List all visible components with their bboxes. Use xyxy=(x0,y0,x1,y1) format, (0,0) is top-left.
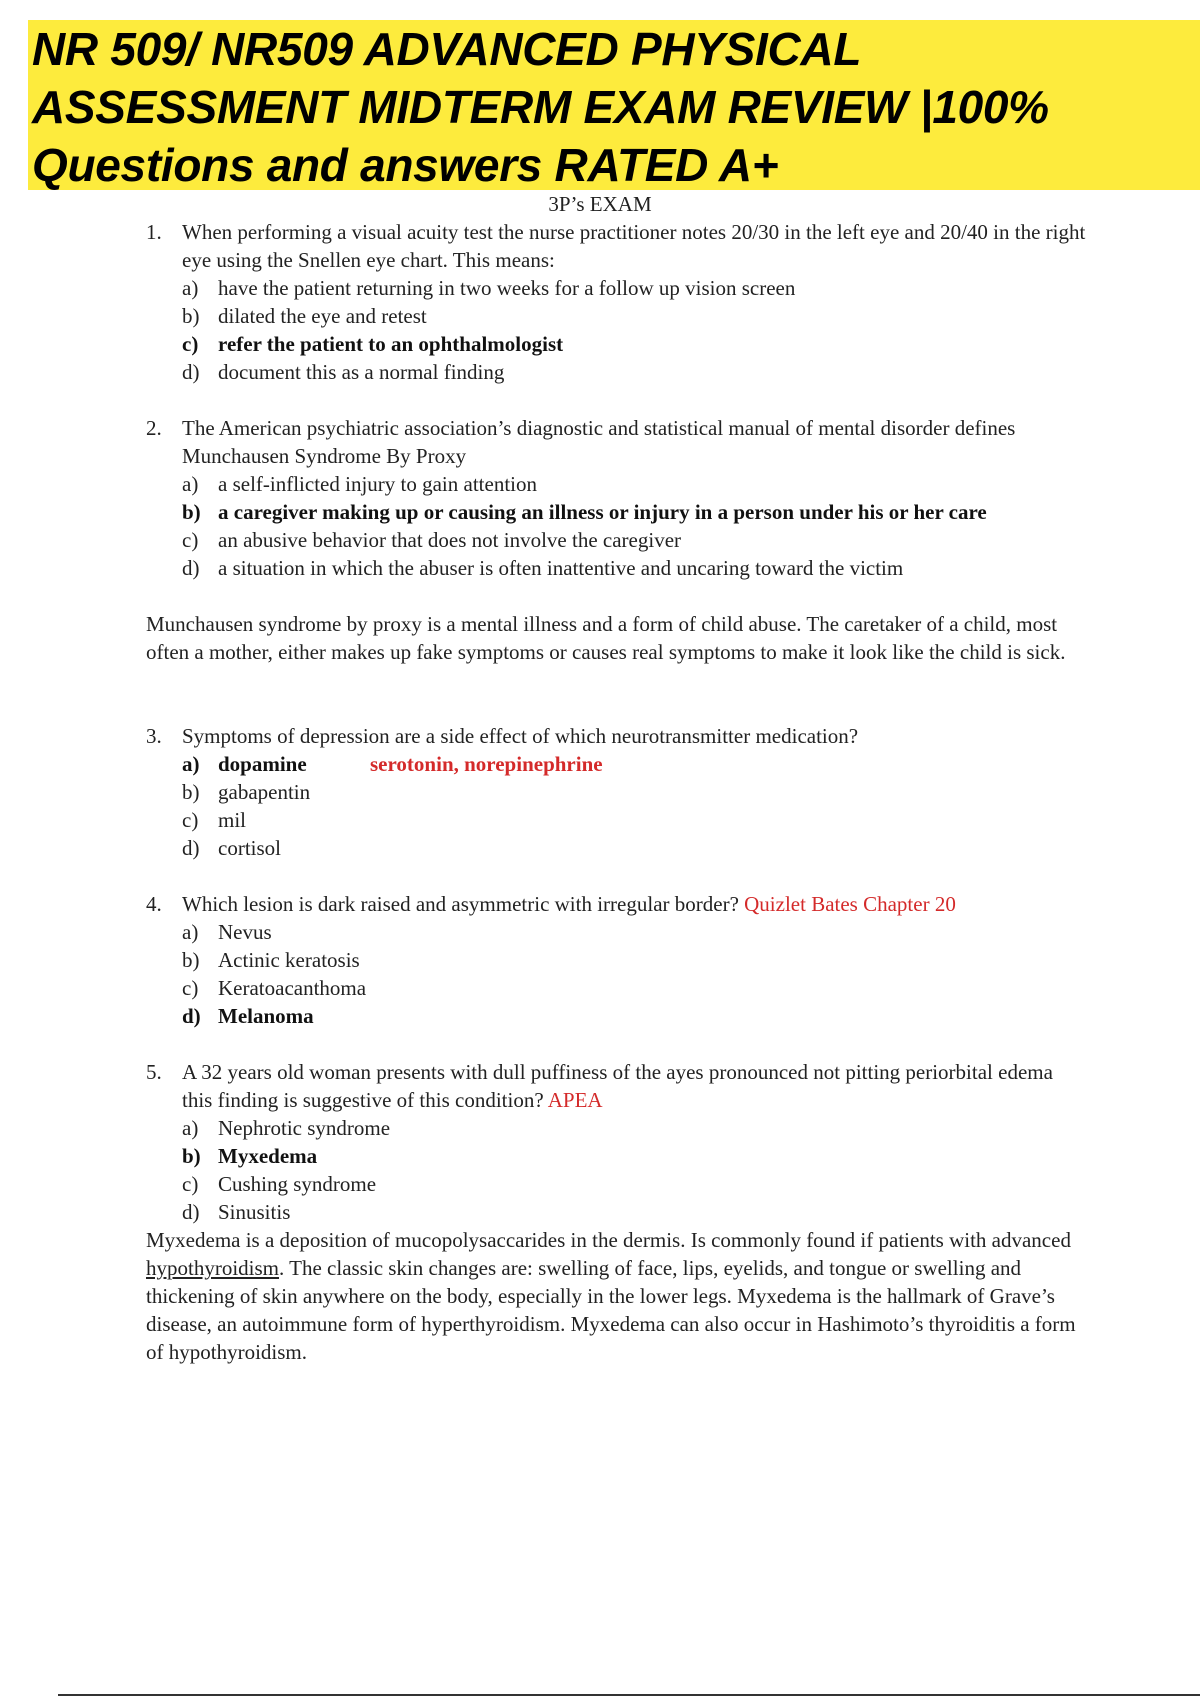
question-text: Which lesion is dark raised and asymmetric with irregular border? xyxy=(182,892,739,916)
option-text: Nephrotic syndrome xyxy=(218,1116,391,1140)
question-number: 1. xyxy=(146,220,162,244)
question-list xyxy=(146,218,1086,1366)
option-letter: c) xyxy=(182,1172,199,1196)
option-text: Actinic keratosis xyxy=(218,948,360,972)
question-5-options xyxy=(182,1114,1086,1226)
option-letter: c) xyxy=(182,332,199,356)
option-d xyxy=(182,1198,1086,1226)
option-text: an abusive behavior that does not involve the caregiver xyxy=(218,528,682,552)
option-b xyxy=(182,946,1086,974)
question-3-options xyxy=(182,750,1086,862)
option-letter: b) xyxy=(182,948,200,972)
option-text: dilated the eye and retest xyxy=(218,304,427,328)
option-text: a situation in which the abuser is often inattentive and uncaring toward the victim xyxy=(218,556,904,580)
title-line-3: Questions and answers RATED A+ xyxy=(32,139,779,191)
question-text: Symptoms of depression are a side effect of which neurotransmitter medication? xyxy=(182,724,859,748)
option-letter: d) xyxy=(182,360,200,384)
option-d xyxy=(182,554,1086,582)
option-letter: d) xyxy=(182,556,200,580)
option-c xyxy=(182,526,1086,554)
explanation-text-start: Myxedema is a deposition of mucopolysaccarides in the dermis. Is commonly found if patients with advanced xyxy=(146,1228,1071,1252)
option-letter: c) xyxy=(182,808,199,832)
option-text: a caregiver making up or causing an illness or injury in a person under his or her care xyxy=(218,500,987,524)
question-3 xyxy=(146,722,1086,750)
option-text: cortisol xyxy=(218,836,281,860)
option-text: Melanoma xyxy=(218,1004,314,1028)
question-4-options xyxy=(182,918,1086,1030)
title-line-2: ASSESSMENT MIDTERM EXAM REVIEW |100% xyxy=(32,81,1049,133)
question-source: Quizlet Bates Chapter 20 xyxy=(744,892,956,916)
option-letter: a) xyxy=(182,472,199,496)
option-text: mil xyxy=(218,808,247,832)
option-d-correct xyxy=(182,1002,1086,1030)
question-2-explanation: Munchausen syndrome by proxy is a mental illness and a form of child abuse. The caretaker of a child, most often a mother, either makes up fake symptoms or causes real symptoms to make it look like the child is sick. xyxy=(146,612,1066,664)
option-text: dopamine xyxy=(218,752,307,776)
option-c-correct xyxy=(182,330,1086,358)
question-2-options xyxy=(182,470,1086,582)
footer-divider xyxy=(58,1694,1200,1696)
exam-subtitle: 3P’s EXAM xyxy=(548,192,652,216)
question-1-options xyxy=(182,274,1086,386)
option-letter: c) xyxy=(182,528,199,552)
option-text: Cushing syndrome xyxy=(218,1172,377,1196)
option-letter: a) xyxy=(182,1116,199,1140)
option-b xyxy=(182,302,1086,330)
option-letter: d) xyxy=(182,836,200,860)
option-text: Nevus xyxy=(218,920,272,944)
question-5-explanation xyxy=(146,1226,1086,1366)
option-text: refer the patient to an ophthalmologist xyxy=(218,332,564,356)
question-number: 2. xyxy=(146,416,162,440)
option-letter: d) xyxy=(182,1004,201,1028)
option-b xyxy=(182,778,1086,806)
option-text: have the patient returning in two weeks for a follow up vision screen xyxy=(218,276,796,300)
option-letter: a) xyxy=(182,920,199,944)
option-letter: d) xyxy=(182,1200,200,1224)
option-letter: b) xyxy=(182,304,200,328)
option-text: gabapentin xyxy=(218,780,311,804)
option-letter: b) xyxy=(182,1144,201,1168)
question-5 xyxy=(146,1058,1086,1114)
hypothyroidism-link[interactable]: hypothyroidism xyxy=(146,1256,280,1280)
option-letter: a) xyxy=(182,276,199,300)
question-text: The American psychiatric association’s diagnostic and statistical manual of mental disorder defines Munchausen Syndrome By Proxy xyxy=(182,416,1016,468)
option-b-correct xyxy=(182,498,1086,526)
question-4 xyxy=(146,890,1086,918)
option-letter: b) xyxy=(182,780,200,804)
option-c xyxy=(182,806,1086,834)
option-text: Keratoacanthoma xyxy=(218,976,367,1000)
option-a xyxy=(182,470,1086,498)
option-a xyxy=(182,918,1086,946)
explanation-text-end: . The classic skin changes are: swelling of face, lips, eyelids, and tongue or swelling and thickening of skin anywhere on the body, especially in the lower legs. Myxedema is the hallmark of Grave’s disease, an autoimmune form of hyperthyroidism. Myxedema can also occur in Hashimoto’s thyroiditis a form of hypothyroidism. xyxy=(146,1256,1076,1364)
option-a xyxy=(182,274,1086,302)
option-c xyxy=(182,974,1086,1002)
answer-annotation: serotonin, norepinephrine xyxy=(370,752,603,776)
question-text: When performing a visual acuity test the nurse practitioner notes 20/30 in the left eye and 20/40 in the right eye using the Snellen eye chart. This means: xyxy=(182,220,1086,272)
option-letter: b) xyxy=(182,500,201,524)
option-text: a self-inflicted injury to gain attention xyxy=(218,472,537,496)
option-text: Myxedema xyxy=(218,1144,318,1168)
option-d xyxy=(182,834,1086,862)
title-banner xyxy=(28,20,1200,190)
question-number: 4. xyxy=(146,892,162,916)
option-a-correct xyxy=(182,750,1086,778)
option-d xyxy=(182,358,1086,386)
question-number: 3. xyxy=(146,724,162,748)
option-letter: a) xyxy=(182,752,200,776)
option-c xyxy=(182,1170,1086,1198)
option-text: Sinusitis xyxy=(218,1200,291,1224)
option-a xyxy=(182,1114,1086,1142)
title-line-1: NR 509/ NR509 ADVANCED PHYSICAL xyxy=(32,23,862,75)
option-b-correct xyxy=(182,1142,1086,1170)
question-text: A 32 years old woman presents with dull puffiness of the ayes pronounced not pitting periorbital edema this finding is suggestive of this condition? xyxy=(182,1060,1053,1112)
question-1 xyxy=(146,218,1086,274)
option-letter: c) xyxy=(182,976,199,1000)
question-source: APEA xyxy=(547,1088,603,1112)
option-text: document this as a normal finding xyxy=(218,360,505,384)
question-2 xyxy=(146,414,1086,470)
question-number: 5. xyxy=(146,1060,162,1084)
